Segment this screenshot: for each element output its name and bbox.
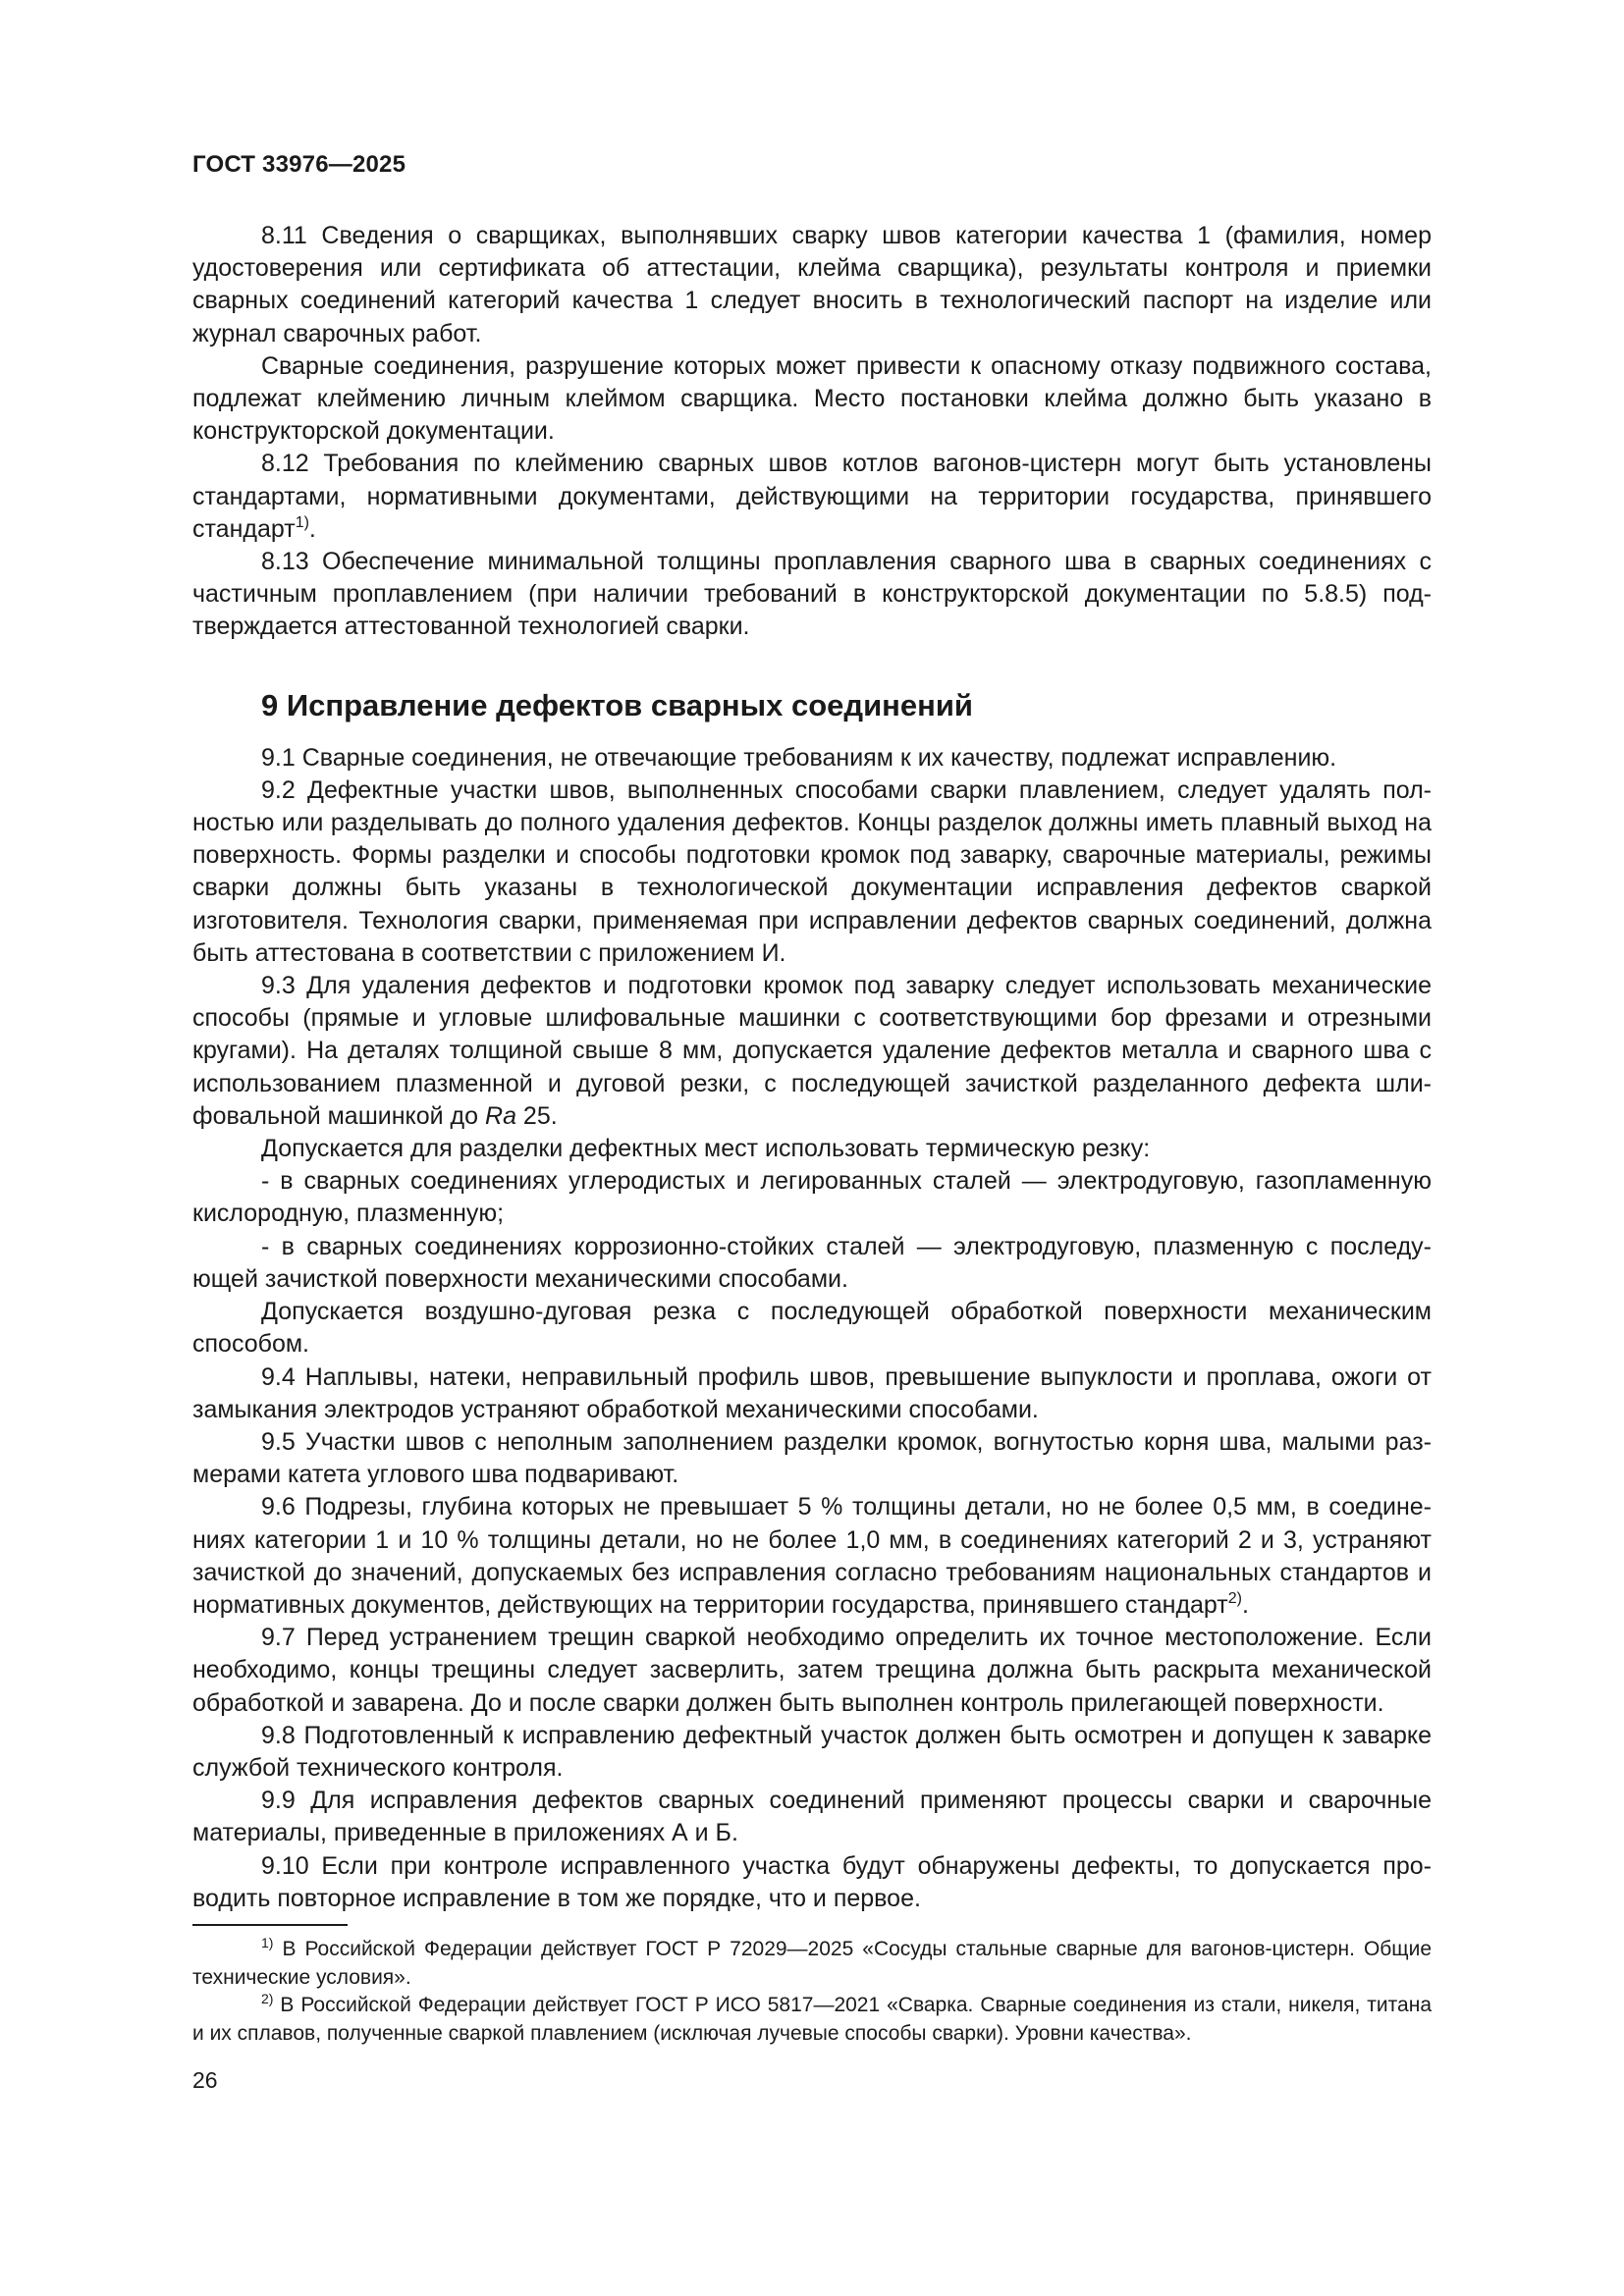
- paragraph-9-4: 9.4 Наплывы, натеки, неправильный профиль швов, превышение выпуклости и проплава, ожоги от замыкания электродов устраняют обработкой механическими способами.: [192, 1362, 1432, 1423]
- footnotes: [192, 1936, 1432, 2048]
- section-9-heading: 9 Исправление дефектов сварных соединений: [261, 687, 973, 722]
- roughness-symbol: Ra: [485, 1101, 516, 1130]
- document-header: ГОСТ 33976—2025: [192, 151, 406, 178]
- footnote-ref-1[interactable]: 1): [295, 513, 309, 531]
- footnote-2: $^{2)}$ В Российской Федерации действует ГОСТ Р ИСО 5817—2021 «Сварка. Сварные соединения из стали, никеля, титана и их сплавов, полученные сваркой плавлением (исключая лучевые способы сварки). Уровни качества».: [192, 1991, 1432, 2045]
- page-number: 26: [192, 2067, 218, 2093]
- paragraph-9-1: 9.1 Сварные соединения, не отвечающие требованиям к их качеству, подлежат исправлению.: [261, 743, 1337, 772]
- document-body: [192, 220, 1432, 1915]
- list-item-stainless-steels: - в сварных соединениях коррозионно-стойких сталей — электродуговую, плазменную с последующей зачисткой поверхности механическими способами.: [192, 1232, 1432, 1293]
- paragraph-9-8: 9.8 Подготовленный к исправлению дефектный участок должен быть осмотрен и допущен к заварке службой технического контроля.: [192, 1721, 1432, 1782]
- paragraph-9-5: 9.5 Участки швов с неполным заполнением разделки кромок, вогнутостью корня шва, малыми размерами катета углового шва подваривают.: [192, 1427, 1432, 1489]
- footnote-1: $^{1)}$ В Российской Федерации действует ГОСТ Р 72029—2025 «Сосуды стальные сварные для вагонов-цистерн. Общие технические условия».: [192, 1935, 1432, 1989]
- paragraph-thermal-cutting: Допускается для разделки дефектных мест использовать термическую резку:: [261, 1135, 1151, 1163]
- paragraph-8-13: 8.13 Обеспечение минимальной толщины проплавления сварного шва в сварных соединениях с частичным проплавлением (при наличии требований в конструкторской документации по 5.8.5) подтверждается аттестованной технологией сварки.: [192, 548, 1432, 641]
- paragraph-9-3: 9.3 Для удаления дефектов и подготовки кромок под заварку следует использовать механические способы (прямые и угловые шлифовальные машинки с соответствующими бор фрезами и отрезными кругами). На деталях толщиной свыше 8 мм, допускается удаление дефектов металла и сварного шва с использованием плазменной и дуговой резки, с последующей зачисткой разделанного дефекта шлифовальной машинкой до Ra 25.: [192, 972, 1432, 1130]
- paragraph-9-7: 9.7 Перед устранением трещин сваркой необходимо определить их точное местоположение. Если необходимо, концы трещины следует засверлить, затем трещина должна быть раскрыта механической обработкой и заварена. До и после сварки должен быть выполнен контроль прилегающей поверхности.: [192, 1624, 1432, 1717]
- paragraph-air-arc-cutting: Допускается воздушно-дуговая резка с последующей обработкой поверхности механическим способом.: [192, 1298, 1432, 1359]
- paragraph-9-6: 9.6 Подрезы, глубина которых не превышает 5 % толщины детали, но не более 0,5 мм, в соединениях категории 1 и 10 % толщины детали, но не более 1,0 мм, в соединениях категорий 2 и 3, устраняют зачисткой до значений, допускаемых без исправления согласно требованиям национальных стандартов и нормативных документов, действующих на территории государства, принявшего стандарт$^{2)}$.: [192, 1493, 1432, 1619]
- footnote-divider: [192, 1924, 348, 1926]
- paragraph-8-12: 8.12 Требования по клеймению сварных швов котлов вагонов-цистерн могут быть установлены стандартами, нормативными документами, действующими на территории государства, принявшего стандарт$^{1)}$.: [192, 450, 1432, 543]
- paragraph-9-2: 9.2 Дефектные участки швов, выполненных способами сварки плавлением, следует удалять полностью или разделывать до полного удаления дефектов. Концы разделок должны иметь плавный выход на поверхность. Формы разделки и способы подготовки кромок под заварку, сварочные материалы, режимы сварки должны быть указаны в технологической документации исправления дефектов сваркой изготовителя. Технология сварки, применяемая при исправлении дефектов сварных соединений, должна быть аттестована в соответствии с приложением И.: [192, 775, 1432, 967]
- paragraph-9-10: 9.10 Если при контроле исправленного участка будут обнаружены дефекты, то допускается проводить повторное исправление в том же порядке, что и первое.: [192, 1851, 1432, 1912]
- paragraph-8-11-stamp: Сварные соединения, разрушение которых может привести к опасному отказу подвижного состава, подлежат клеймению личным клеймом сварщика. Место постановки клейма должно быть указано в конструкторской документации.: [192, 351, 1432, 446]
- list-item-carbon-steels: - в сварных соединениях углеродистых и легированных сталей — электродуговую, газопламенную кислородную, плазменную;: [192, 1167, 1432, 1228]
- footnote-ref-2[interactable]: 2): [1227, 1589, 1242, 1607]
- paragraph-8-11: 8.11 Сведения о сварщиках, выполнявших сварку швов категории качества 1 (фамилия, номер удостоверения или сертификата об аттестации, клейма сварщика), результаты контроля и приемки сварных соединений категорий качества 1 следует вносить в технологический паспорт на изделие или журнал сварочных работ.: [192, 222, 1432, 347]
- paragraph-9-9: 9.9 Для исправления дефектов сварных соединений применяют процессы сварки и сварочные материалы, приведенные в приложениях А и Б.: [192, 1787, 1432, 1847]
